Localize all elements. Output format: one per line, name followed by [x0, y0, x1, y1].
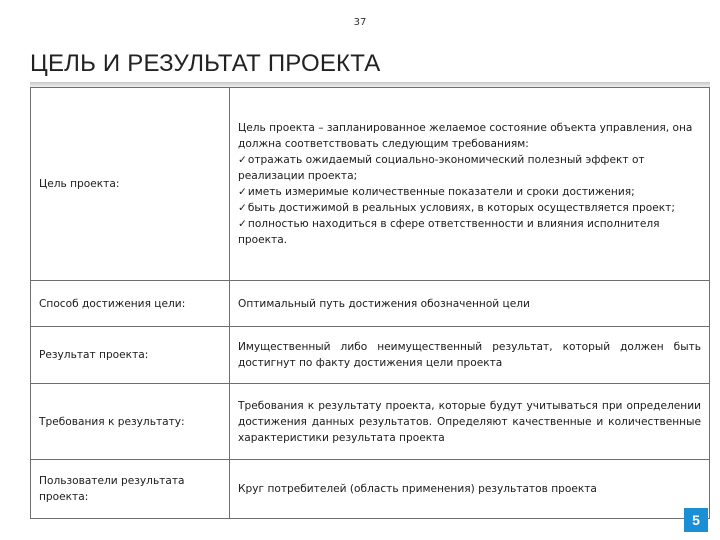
row-label: Цель проекта:	[31, 88, 230, 281]
page-title: ЦЕЛЬ И РЕЗУЛЬТАТ ПРОЕКТА	[30, 50, 381, 77]
row-value: Имущественный либо неимущественный результат, который должен быть достигнут по факту достижения цели проекта	[230, 327, 710, 384]
table-row	[31, 88, 710, 281]
table-row	[31, 384, 710, 460]
list-item: ✓ отражать ожидаемый социально-экономический полезный эффект от реализации проекта;	[238, 152, 701, 184]
goal-requirements-list	[238, 152, 701, 248]
row-value	[230, 88, 710, 281]
row-label: Способ достижения цели:	[31, 281, 230, 327]
row-value: Круг потребителей (область применения) результатов проекта	[230, 460, 710, 519]
table-row	[31, 327, 710, 384]
page-number: 37	[353, 17, 367, 28]
row-label: Результат проекта:	[31, 327, 230, 384]
row-label: Пользователи результата проекта:	[31, 460, 230, 519]
table-row	[31, 281, 710, 327]
list-item: ✓ иметь измеримые количественные показатели и сроки достижения;	[238, 184, 701, 200]
list-item: ✓ полностью находиться в сфере ответственности и влияния исполнителя проекта.	[238, 216, 701, 248]
list-item: ✓ быть достижимой в реальных условиях, в которых осуществляется проект;	[238, 200, 701, 216]
slide-number-badge: 5	[684, 508, 708, 532]
row-value: Требования к результату проекта, которые будут учитываться при определении достижения данных результатов. Определяют качественные и количественные характеристики результата проекта	[230, 384, 710, 460]
goal-intro: Цель проекта – запланированное желаемое состояние объекта управления, она должна соответствовать следующим требованиям:	[238, 122, 693, 150]
table-row	[31, 460, 710, 519]
row-label: Требования к результату:	[31, 384, 230, 460]
row-value: Оптимальный путь достижения обозначенной цели	[230, 281, 710, 327]
project-goal-table	[30, 87, 710, 519]
